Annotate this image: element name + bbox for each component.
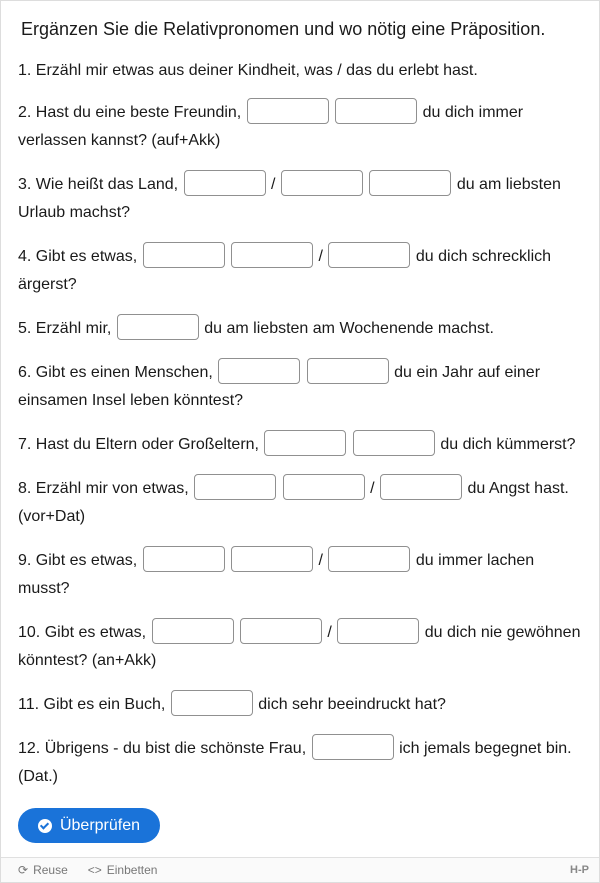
question-text: 9. Gibt es etwas, xyxy=(18,552,138,569)
question-10 xyxy=(18,619,581,675)
question-text: du dich kümmerst? xyxy=(440,436,576,453)
answer-input[interactable] xyxy=(171,690,253,716)
question-text: / xyxy=(370,480,375,497)
answer-input[interactable] xyxy=(231,242,313,268)
question-text: 12. Übrigens - du bist die schönste Frau, xyxy=(18,740,307,757)
answer-input[interactable] xyxy=(152,618,234,644)
answer-input[interactable] xyxy=(194,474,276,500)
question-text: du Angst hast. (vor+Dat) xyxy=(18,480,569,525)
question-text: du dich nie gewöhnen könntest? (an+Akk) xyxy=(18,624,581,669)
answer-input[interactable] xyxy=(247,98,329,124)
question-text: / xyxy=(318,248,323,265)
question-text: / xyxy=(271,176,276,193)
h5p-logo: H-P xyxy=(570,864,589,876)
answer-input[interactable] xyxy=(231,546,313,572)
question-text: du am liebsten am Wochenende machst. xyxy=(204,320,494,337)
question-text: 4. Gibt es etwas, xyxy=(18,248,138,265)
question-8 xyxy=(18,475,581,531)
footer-bar xyxy=(1,857,599,882)
answer-input[interactable] xyxy=(353,430,435,456)
question-text: ich jemals begegnet bin. (Dat.) xyxy=(18,740,572,785)
question-3 xyxy=(18,171,581,227)
question-text: du ein Jahr auf einer einsamen Insel leben könntest? xyxy=(18,364,541,409)
answer-input[interactable] xyxy=(369,170,451,196)
answer-input[interactable] xyxy=(117,314,199,340)
question-text: du dich schrecklich ärgerst? xyxy=(18,248,552,293)
question-text: 1. Erzähl mir etwas aus deiner Kindheit, was / das du erlebt hast. xyxy=(18,62,478,79)
question-text: 2. Hast du eine beste Freundin, xyxy=(18,104,242,121)
question-text: 5. Erzähl mir, xyxy=(18,320,112,337)
reuse-label: Reuse xyxy=(33,863,68,877)
answer-input[interactable] xyxy=(184,170,266,196)
question-6 xyxy=(18,359,581,415)
answer-input[interactable] xyxy=(283,474,365,500)
question-text: du dich immer verlassen kannst? (auf+Akk) xyxy=(18,104,524,149)
question-text: dich sehr beeindruckt hat? xyxy=(258,696,446,713)
question-text: 10. Gibt es etwas, xyxy=(18,624,147,641)
question-9 xyxy=(18,547,581,603)
question-4 xyxy=(18,243,581,299)
answer-input[interactable] xyxy=(143,546,225,572)
answer-input[interactable] xyxy=(240,618,322,644)
answer-input[interactable] xyxy=(264,430,346,456)
answer-input[interactable] xyxy=(337,618,419,644)
answer-input[interactable] xyxy=(307,358,389,384)
reuse-icon: ⟳ xyxy=(18,863,29,877)
reuse-link[interactable] xyxy=(18,863,68,877)
question-text: 6. Gibt es einen Menschen, xyxy=(18,364,213,381)
question-text: du immer lachen musst? xyxy=(18,552,535,597)
check-circle-icon xyxy=(38,819,52,833)
question-11 xyxy=(18,691,581,719)
answer-input[interactable] xyxy=(312,734,394,760)
answer-input[interactable] xyxy=(328,546,410,572)
task-description: Ergänzen Sie die Relativpronomen und wo nötig eine Präposition. xyxy=(21,19,546,39)
question-1 xyxy=(18,57,581,85)
answer-input[interactable] xyxy=(143,242,225,268)
question-7 xyxy=(18,431,581,459)
question-text: 11. Gibt es ein Buch, xyxy=(18,696,166,713)
answer-input[interactable] xyxy=(335,98,417,124)
answer-input[interactable] xyxy=(218,358,300,384)
answer-input[interactable] xyxy=(380,474,462,500)
embed-label: Einbetten xyxy=(106,863,158,877)
answer-input[interactable] xyxy=(328,242,410,268)
question-5 xyxy=(18,315,581,343)
check-button[interactable] xyxy=(18,808,160,843)
question-text: 8. Erzähl mir von etwas, xyxy=(18,480,189,497)
embed-link[interactable] xyxy=(88,863,158,877)
question-2 xyxy=(18,99,581,155)
question-text: 3. Wie heißt das Land, xyxy=(18,176,179,193)
embed-icon: <> xyxy=(87,863,102,877)
question-text: 7. Hast du Eltern oder Großeltern, xyxy=(18,436,259,453)
question-text: du am liebsten Urlaub machst? xyxy=(18,176,561,221)
check-button-label: Überprüfen xyxy=(59,816,141,834)
question-text: / xyxy=(318,552,323,569)
answer-input[interactable] xyxy=(281,170,363,196)
question-text: / xyxy=(327,624,332,641)
question-12 xyxy=(18,735,581,791)
